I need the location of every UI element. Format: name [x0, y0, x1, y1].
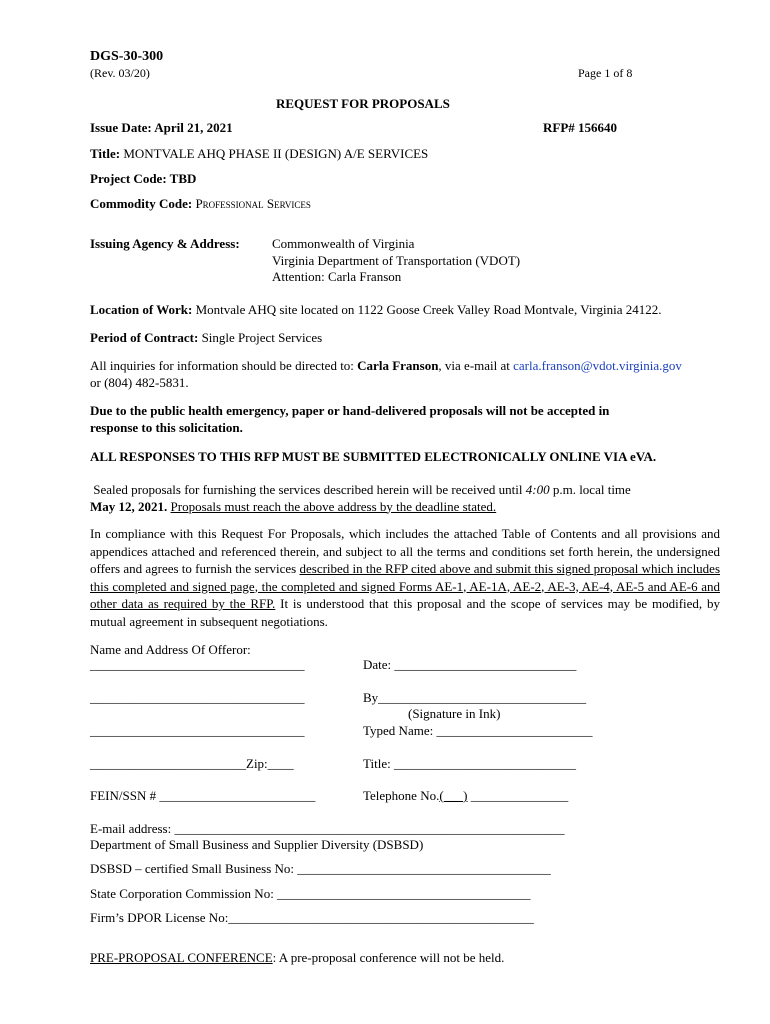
- zip-field[interactable]: ________________________Zip:____: [90, 756, 294, 771]
- fein-ssn-field[interactable]: FEIN/SSN # ________________________: [90, 788, 316, 803]
- emergency-line-1: Due to the public health emergency, paper or hand-delivered proposals will not be accepted in: [90, 403, 610, 418]
- telephone-label: Telephone No.: [363, 788, 440, 803]
- telephone-area-code[interactable]: (___): [439, 788, 468, 803]
- compliance-part-3: It is understood that this proposal and the scope of services may be modified, by mutual agreement in subsequent negotiations.: [90, 596, 721, 629]
- emergency-line-2: response to this solicitation.: [90, 419, 243, 435]
- location-of-work: [90, 302, 662, 318]
- sealed-time: 4:00: [525, 482, 550, 497]
- agency-label: Issuing Agency & Address:: [90, 236, 240, 251]
- form-id: DGS-30-300: [90, 49, 164, 64]
- issue-date: [90, 120, 233, 136]
- compliance-part-2: described in the RFP cited above and submit this signed proposal which includes this completed and signed page, the completed and signed Forms AE-1, AE-1A, AE-2, AE-3, AE-4, AE-5 and AE-6 and other data as required by the RFP.: [90, 561, 721, 611]
- commodity-code: [90, 196, 311, 212]
- agency-line-2: Virginia Department of Transportation (VDOT): [272, 252, 521, 268]
- email-field[interactable]: E-mail address: ____________________________________________________________: [90, 821, 565, 836]
- sealed-pre: Sealed proposals for furnishing the services described herein will be received until: [93, 482, 523, 497]
- agency-address: [272, 236, 520, 286]
- title-value: MONTVALE AHQ PHASE II (DESIGN) A/E SERVICES: [123, 146, 429, 161]
- period-of-contract: [90, 330, 322, 346]
- date-field[interactable]: Date: ____________________________: [363, 657, 577, 672]
- project-code: Project Code: TBD: [90, 171, 197, 186]
- commodity-value: Professional Services: [195, 196, 311, 211]
- document-heading: REQUEST FOR PROPOSALS: [276, 96, 450, 111]
- inquiry-email-link[interactable]: carla.franson@vdot.virginia.gov: [513, 358, 682, 373]
- location-label: Location of Work:: [90, 302, 193, 317]
- signature-field[interactable]: By________________________________: [363, 690, 587, 705]
- telephone-number[interactable]: _______________: [467, 788, 569, 803]
- inquiry-paragraph: [90, 358, 682, 391]
- sealed-post: p.m. local time: [552, 482, 631, 497]
- emergency-notice: [90, 403, 609, 436]
- agency-line-3: Attention: Carla Franson: [272, 269, 402, 284]
- pre-proposal-conference: [90, 950, 504, 966]
- signature-note: (Signature in Ink): [408, 706, 501, 721]
- dpor-license-field[interactable]: Firm’s DPOR License No:_______________________________________________: [90, 910, 534, 925]
- compliance-part-1: In compliance with this Request For Proposals, which includes the attached Table of Contents and all provisions and appendices attached and referenced therein, and subject to all the terms and conditions set forth herein, the undersigned offers and agrees to furnish the services: [90, 526, 720, 576]
- dsbsd-number-field[interactable]: DSBSD – certified Small Business No: _______________________________________: [90, 861, 551, 876]
- title-line: [90, 146, 428, 162]
- offeror-address-field-1[interactable]: _________________________________: [90, 690, 305, 705]
- telephone-field[interactable]: [363, 788, 568, 804]
- title-field[interactable]: Title: ____________________________: [363, 756, 576, 771]
- inquiry-pre: All inquiries for information should be directed to:: [90, 358, 354, 373]
- page-number: Page 1 of 8: [578, 66, 633, 80]
- title-label: Title:: [90, 146, 121, 161]
- inquiry-mid: , via e-mail at: [438, 358, 510, 373]
- period-label: Period of Contract:: [90, 330, 199, 345]
- offeror-address-field-2[interactable]: _________________________________: [90, 723, 305, 738]
- name-address-label: Name and Address Of Offeror:: [90, 642, 251, 657]
- commodity-label: Commodity Code:: [90, 196, 193, 211]
- inquiry-contact-name: Carla Franson: [357, 358, 439, 373]
- dsbsd-heading: Department of Small Business and Supplier Diversity (DSBSD): [90, 837, 424, 852]
- period-value: Single Project Services: [201, 330, 323, 345]
- sealed-proposals-paragraph: [90, 482, 631, 515]
- inquiry-phone: or (804) 482-5831.: [90, 374, 189, 390]
- compliance-paragraph: [90, 525, 720, 630]
- scc-number-field[interactable]: State Corporation Commission No: _______________________________________: [90, 886, 531, 901]
- issue-date-label: Issue Date:: [90, 120, 152, 135]
- conference-text: : A pre-proposal conference will not be held.: [272, 950, 505, 965]
- issue-date-value: April 21, 2021: [154, 120, 233, 135]
- typed-name-field[interactable]: Typed Name: ________________________: [363, 723, 593, 738]
- electronic-submission-notice: ALL RESPONSES TO THIS RFP MUST BE SUBMITTED ELECTRONICALLY ONLINE VIA eVA.: [90, 449, 657, 464]
- sealed-date: May 12, 2021.: [90, 498, 168, 514]
- revision: (Rev. 03/20): [90, 66, 150, 80]
- conference-label: PRE-PROPOSAL CONFERENCE: [90, 950, 273, 965]
- rfp-number: RFP# 156640: [543, 120, 618, 135]
- offeror-name-field[interactable]: _________________________________: [90, 657, 305, 672]
- location-value: Montvale AHQ site located on 1122 Goose Creek Valley Road Montvale, Virginia 24122.: [195, 302, 662, 317]
- sealed-deadline: Proposals must reach the above address by the deadline stated.: [170, 498, 497, 514]
- agency-line-1: Commonwealth of Virginia: [272, 236, 415, 251]
